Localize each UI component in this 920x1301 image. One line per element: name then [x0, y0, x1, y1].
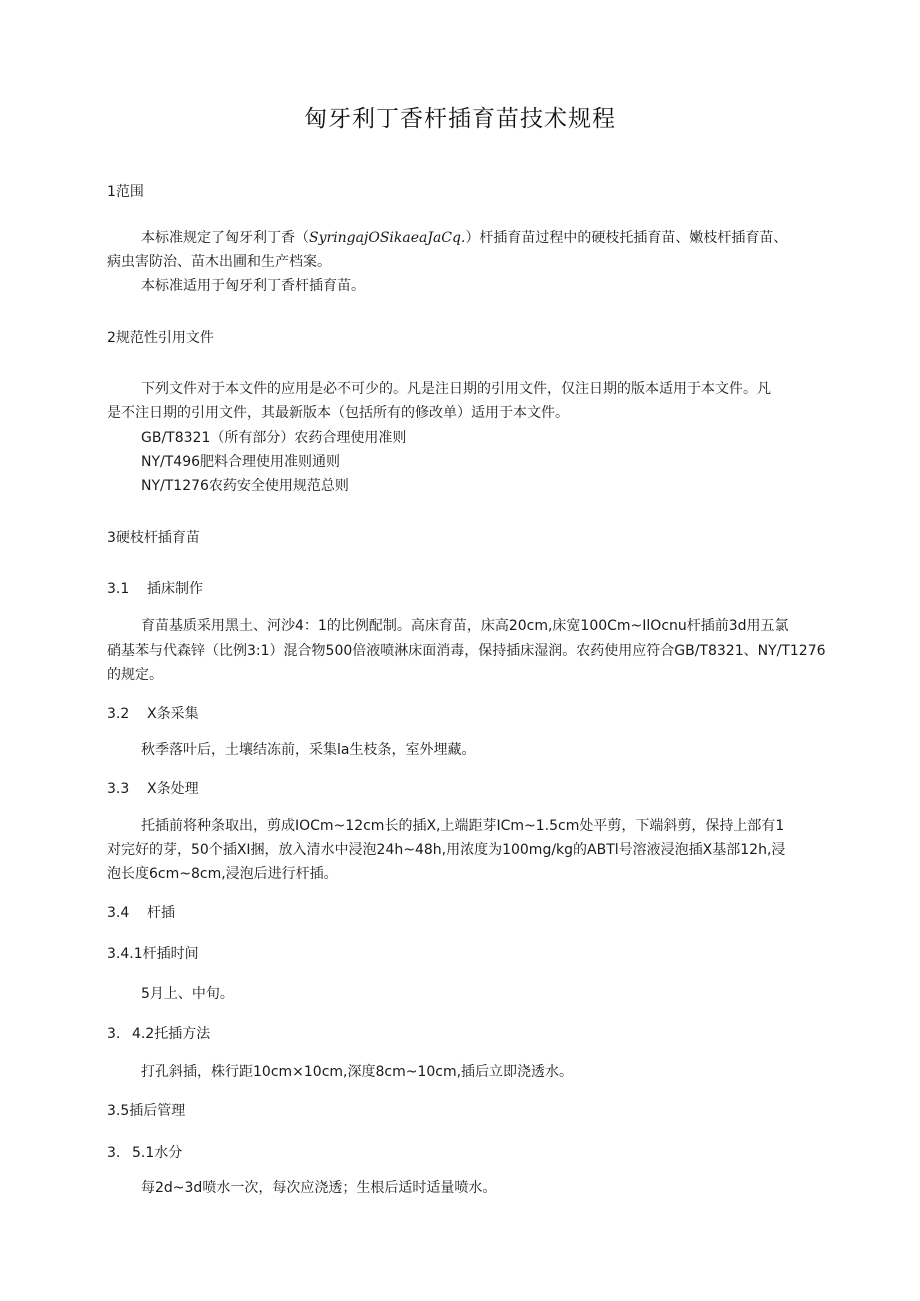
- reference-ny-t1276: NY/T1276农药安全使用规范总则: [141, 478, 349, 494]
- section-3-1-line-3: 的规定。: [107, 667, 163, 683]
- latin-name: SyringajOSikaeaJaCq.: [309, 230, 466, 246]
- section-3-4-2-line-1: 打孔斜插，株行距10cm×10cm,深度8cm~10cm,插后立即浇透水。: [141, 1064, 574, 1080]
- section-1-paragraph-1-line-2: 病虫害防治、苗木出圃和生产档案。: [107, 254, 331, 270]
- section-3-3-line-1: 托插前将种条取出，剪成IOCm~12cm长的插X,上端距芽ICm~1.5cm处平剪，下端斜剪，保持上部有1: [141, 818, 785, 834]
- reference-ny-t496: NY/T496肥料合理使用准则通则: [141, 454, 341, 470]
- section-3-2-line-1: 秋季落叶后，土壤结冻前，采集la生枝条，室外埋藏。: [141, 742, 476, 758]
- section-3-1-heading: 3.1 插床制作: [107, 581, 203, 597]
- section-2-paragraph-line-2: 是不注日期的引用文件，其最新版本（包括所有的修改单）适用于本文件。: [107, 405, 569, 421]
- section-3-4-1-line-1: 5月上、中旬。: [141, 986, 234, 1002]
- section-3-5-1-heading: 3. 5.1水分: [107, 1145, 183, 1161]
- section-3-3-line-2: 对完好的芽，50个插XI捆，放入清水中浸泡24h~48h,用浓度为100mg/kg的ABTl号溶液浸泡插X基部12h,浸: [107, 842, 786, 858]
- section-1-heading: 1范围: [107, 184, 144, 200]
- section-3-4-2-heading: 3. 4.2托插方法: [107, 1026, 211, 1042]
- section-3-5-1-line-1: 每2d~3d喷水一次，每次应浇透；生根后适时适量喷水。: [141, 1180, 497, 1196]
- section-1-paragraph-1-line-1: 本标准规定了匈牙利丁香（SyringajOSikaeaJaCq.）杆插育苗过程中的硬枝托插育苗、嫩枝杆插育苗、: [141, 230, 788, 246]
- section-3-3-heading: 3.3 X条处理: [107, 781, 199, 797]
- section-1-paragraph-2: 本标准适用于匈牙利丁香杆插育苗。: [141, 278, 365, 294]
- section-2-heading: 2规范性引用文件: [107, 330, 214, 346]
- section-3-4-1-heading: 3.4.1杆插时间: [107, 946, 199, 962]
- section-3-3-line-3: 泡长度6cm~8cm,浸泡后进行杆插。: [107, 866, 338, 882]
- section-3-5-heading: 3.5插后管理: [107, 1103, 186, 1119]
- section-3-1-line-2: 硝基苯与代森锌（比例3:1）混合物500倍液喷淋床面消毒，保持插床湿润。农药使用应符合GB/T8321、NY/T1276: [107, 643, 826, 659]
- section-3-heading: 3硬枝杆插育苗: [107, 530, 200, 546]
- reference-gb-t8321: GB/T8321（所有部分）农药合理使用准则: [141, 430, 407, 446]
- section-2-paragraph-line-1: 下列文件对于本文件的应用是必不可少的。凡是注日期的引用文件，仅注日期的版本适用于本文件。凡: [141, 381, 771, 397]
- section-3-2-heading: 3.2 X条采集: [107, 706, 199, 722]
- section-3-4-heading: 3.4 杆插: [107, 905, 175, 921]
- section-3-1-line-1: 育苗基质采用黑土、河沙4：1的比例配制。高床育苗，床高20cm,床宽100Cm~IlOcnu杆插前3d用五氯: [141, 618, 789, 634]
- document-title: 匈牙利丁香杆插育苗技术规程: [304, 106, 616, 132]
